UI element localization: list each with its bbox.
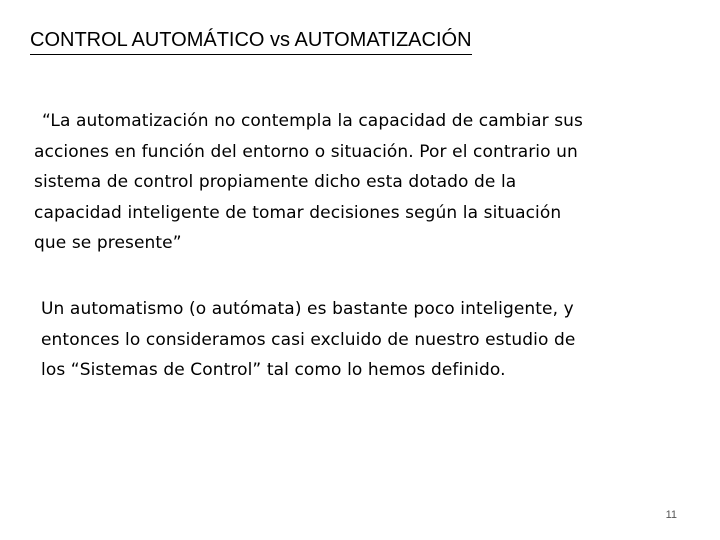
quote-line: capacidad inteligente de tomar decisiones según la situación — [34, 202, 562, 223]
quote-line: que se presente” — [34, 233, 182, 253]
quote-line: acciones en función del entorno o situación. Por el contrario un — [34, 141, 578, 162]
body-paragraph — [41, 294, 671, 386]
body-line: los “Sistemas de Control” tal como lo hemos definido. — [41, 360, 506, 380]
body-line: entonces lo consideramos casi excluido de nuestro estudio de — [41, 329, 576, 350]
quote-line: sistema de control propiamente dicho esta dotado de la — [34, 172, 517, 192]
quote-paragraph — [34, 106, 664, 259]
page-number: 11 — [665, 509, 677, 521]
slide-title: CONTROL AUTOMÁTICO vs AUTOMATIZACIÓN — [30, 26, 472, 55]
quote-line: “La automatización no contempla la capacidad de cambiar sus — [42, 111, 583, 131]
body-line: Un automatismo (o autómata) es bastante poco inteligente, y — [41, 299, 574, 319]
